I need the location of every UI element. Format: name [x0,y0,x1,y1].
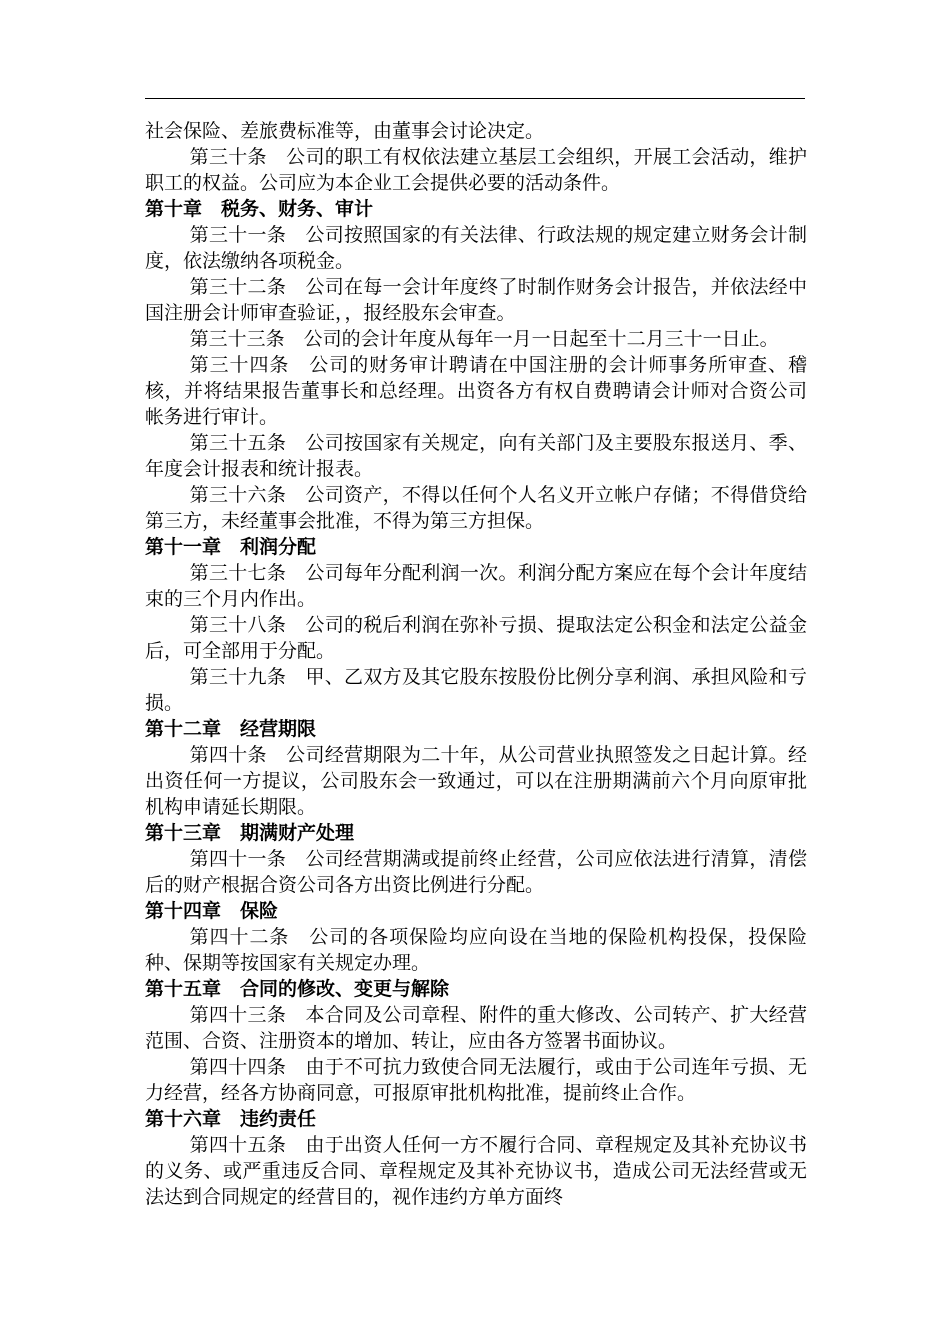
article-30: 第三十条 公司的职工有权依法建立基层工会组织，开展工会活动，维护职工的权益。公司应为本企业工会提供必要的活动条件。 [145,146,807,194]
article-39: 第三十九条 甲、乙双方及其它股东按股份比例分享利润、承担风险和亏损。 [145,666,807,714]
article-43: 第四十三条 本合同及公司章程、附件的重大修改、公司转产、扩大经营范围、合资、注册资本的增加、转让，应由各方签署书面协议。 [145,1004,807,1052]
article-31: 第三十一条 公司按照国家的有关法律、行政法规的规定建立财务会计制度，依法缴纳各项税金。 [145,224,807,272]
chapter-14-heading [145,898,807,924]
chapter-title: 期满财产处理 [240,822,355,844]
article-38: 第三十八条 公司的税后利润在弥补亏损、提取法定公积金和法定公益金后，可全部用于分配。 [145,614,807,662]
article-37: 第三十七条 公司每年分配利润一次。利润分配方案应在每个会计年度结束的三个月内作出。 [145,562,807,610]
chapter-13-heading [145,820,807,846]
chapter-15-heading [145,976,807,1002]
article-33: 第三十三条 公司的会计年度从每年一月一日起至十二月三十一日止。 [189,328,779,350]
chapter-title: 税务、财务、审计 [221,198,374,220]
chapter-title: 保险 [240,900,279,922]
chapter-number: 第十一章 [145,536,222,558]
chapter-title: 利润分配 [240,536,317,558]
chapter-number: 第十二章 [145,718,222,740]
chapter-10-heading [145,196,807,222]
chapter-number: 第十五章 [145,978,222,1000]
chapter-title: 经营期限 [240,718,317,740]
chapter-number: 第十章 [145,198,203,220]
article-41: 第四十一条 公司经营期满或提前终止经营，公司应依法进行清算，清偿后的财产根据合资公司各方出资比例进行分配。 [145,848,807,896]
chapter-11-heading [145,534,807,560]
header-rule [145,98,805,99]
article-45: 第四十五条 由于出资人任何一方不履行合同、章程规定及其补充协议书的义务、或严重违反合同、章程规定及其补充协议书，造成公司无法经营或无法达到合同规定的经营目的，视作违约方单方面终 [145,1134,807,1208]
chapter-number: 第十六章 [145,1108,222,1130]
chapter-title: 合同的修改、变更与解除 [240,978,450,1000]
article-32: 第三十二条 公司在每一会计年度终了时制作财务会计报告，并依法经中国注册会计师审查验证，，报经股东会审查。 [145,276,807,324]
document-body [145,118,807,1210]
chapter-12-heading [145,716,807,742]
article-35: 第三十五条 公司按国家有关规定，向有关部门及主要股东报送月、季、年度会计报表和统计报表。 [145,432,807,480]
chapter-number: 第十四章 [145,900,222,922]
article-42: 第四十二条 公司的各项保险均应向设在当地的保险机构投保，投保险种、保期等按国家有关规定办理。 [145,926,807,974]
article-36: 第三十六条 公司资产，不得以任何个人名义开立帐户存储；不得借贷给第三方，未经董事会批准，不得为第三方担保。 [145,484,807,532]
chapter-number: 第十三章 [145,822,222,844]
article-40: 第四十条 公司经营期限为二十年，从公司营业执照签发之日起计算。经出资任何一方提议，公司股东会一致通过，可以在注册期满前六个月向原审批机构申请延长期限。 [145,744,807,818]
intro-paragraph: 社会保险、差旅费标准等，由董事会讨论决定。 [145,120,545,142]
chapter-16-heading [145,1106,807,1132]
article-34: 第三十四条 公司的财务审计聘请在中国注册的会计师事务所审查、稽核，并将结果报告董事长和总经理。出资各方有权自费聘请会计师对合资公司帐务进行审计。 [145,354,807,428]
article-44: 第四十四条 由于不可抗力致使合同无法履行，或由于公司连年亏损、无力经营，经各方协商同意，可报原审批机构批准，提前终止合作。 [145,1056,807,1104]
chapter-title: 违约责任 [240,1108,317,1130]
